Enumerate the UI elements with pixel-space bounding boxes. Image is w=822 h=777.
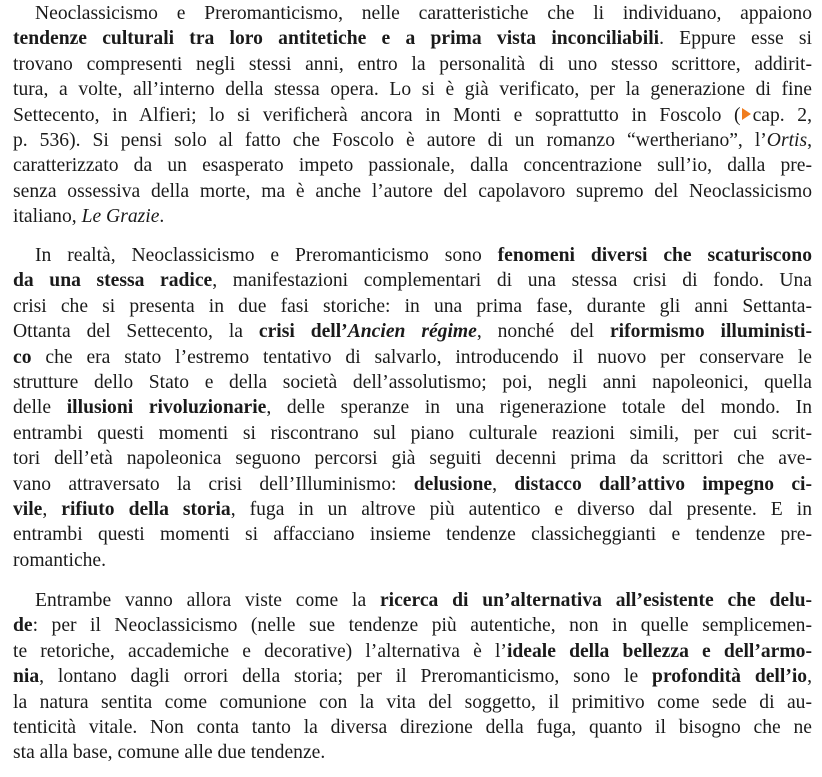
text-run: crisi che si presenta in due fasi storiche: in una prima fase, durante gli anni Settanta- [13, 295, 812, 317]
text-line [13, 319, 812, 344]
bold-text: fenomeni diversi che scaturiscono [497, 245, 812, 266]
emphasis [348, 321, 477, 342]
text-run: , lontano dagli orrori della storia; per il Preromanticismo, sono le [39, 666, 653, 688]
text-run: che era stato l’estremo tentativo di salvarlo, introducendo il nuovo per conservare le [31, 346, 812, 368]
paragraph-1 [13, 1, 812, 230]
bold-italic-text: Ancien régime [347, 321, 477, 343]
bold-text: crisi dell’ [258, 321, 348, 343]
text-line [13, 179, 812, 204]
bold-text: ricerca di un’alternativa all’esistente che delu- [379, 590, 812, 611]
bold-text: tendenze culturali tra loro antitetiche e a prima vista inconciliabili [13, 28, 660, 50]
paragraph-3 [13, 588, 812, 766]
text-line [13, 639, 812, 664]
text-run: strutture dello Stato e della società dell’assolutismo; poi, negli anni napoleonici, quella [13, 372, 812, 394]
text-run: entrambi questi momenti si affacciano insieme tendenze classicheggianti e tendenze pre- [13, 524, 812, 546]
text-line [13, 128, 812, 153]
text-line [13, 664, 812, 689]
text-run: , [42, 499, 62, 521]
text-run: sta alla base, comune alle due tendenze. [13, 742, 326, 764]
bold-text: delusione [413, 473, 493, 495]
text-run: , [807, 666, 812, 688]
text-line [13, 345, 812, 370]
text-run: , [807, 130, 812, 152]
text-run: tura, a volte, all’interno della stessa opera. Lo si è già verificato, per la generazione di fine [13, 79, 812, 101]
text-line [13, 588, 812, 613]
text-line [13, 395, 812, 420]
text-run: te retoriche, accademiche e decorative) l’alternativa è l’ [13, 640, 507, 662]
text-run: Settecento, in Alfieri; lo si verificherà ancora in Monti e soprattutto in Foscolo ( [13, 104, 741, 126]
text-line [13, 690, 812, 715]
text-line [13, 77, 812, 102]
text-line [13, 613, 812, 638]
text-line [13, 153, 812, 178]
text-line [13, 103, 812, 128]
text-line [13, 497, 812, 522]
text-run: , manifestazioni complementari di una stessa crisi di fondo. Una [212, 270, 812, 292]
bold-text: riformismo illuministi- [609, 321, 812, 343]
text-run: tenticità vitale. Non conta tanto la diversa direzione della fuga, quanto il bisogno che ne [13, 717, 812, 739]
text-line [13, 52, 812, 77]
text-run: la natura sentita come comunione con la vita del soggetto, il primitivo come sede di au- [13, 691, 812, 713]
text-line [13, 740, 812, 765]
arrow-right-icon [742, 108, 751, 120]
text-run: Neoclassicismo e Preromanticismo, nelle caratteristiche che li individuano, appaiono [35, 3, 812, 24]
text-line [13, 1, 812, 26]
text-line [13, 421, 812, 446]
bold-text: profondità dell’io [652, 666, 808, 688]
text-line [13, 522, 812, 547]
text-line [13, 370, 812, 395]
bold-text: de [13, 615, 33, 637]
text-run: p. 536). Si pensi solo al fatto che Foscolo è autore di un romanzo “wertheriano”, l’ [13, 130, 767, 152]
text-run: tori dell’età napoleonica seguono percorsi già seguiti decenni prima da scrittori che ave- [13, 448, 812, 470]
text-run: Entrambe vanno allora viste come la [35, 590, 380, 611]
text-run: entrambi questi momenti si riscontrano sul piano culturale reazioni simili, per cui scrit- [13, 422, 812, 444]
text-run: In realtà, Neoclassicismo e Preromanticismo sono [35, 245, 498, 266]
text-run: . Eppure esse si [659, 28, 813, 50]
bold-text: co [13, 346, 32, 368]
text-line [13, 472, 812, 497]
text-run: . [159, 206, 165, 228]
text-run: senza ossessiva della morte, ma è anche l’autore del capolavoro supremo del Neoclassicismo [13, 180, 812, 202]
text-run: Ottanta del Settecento, la [13, 321, 259, 343]
italic-text: Ortis [766, 130, 808, 152]
text-line [13, 243, 812, 268]
bold-text: nia [13, 666, 40, 688]
bold-text: vile [13, 499, 43, 521]
bold-text: illusioni rivoluzionarie [66, 397, 267, 419]
text-run: , nonché del [476, 321, 610, 343]
text-line [13, 294, 812, 319]
bold-text: da una stessa radice [13, 270, 213, 292]
text-line [13, 446, 812, 471]
bold-text: distacco dall’attivo impegno ci- [514, 473, 812, 495]
text-run: romantiche. [13, 549, 107, 571]
bold-text: rifiuto della storia [61, 499, 231, 521]
text-line [13, 204, 812, 229]
text-run: cap. 2, [752, 104, 812, 126]
paragraph-2 [13, 243, 812, 573]
italic-text: Le Grazie [81, 206, 160, 228]
text-run: delle [13, 397, 67, 419]
text-line [13, 268, 812, 293]
text-run: , fuga in un altrove più autentico e diverso dal presente. E in [230, 499, 813, 521]
text-run: : per il Neoclassicismo (nelle sue tendenze più autentiche, non in quelle semplicemen- [32, 615, 812, 637]
text-run: italiano, [13, 206, 82, 228]
text-run: vano attraversato la crisi dell’Illuminismo: [13, 473, 414, 495]
bold-text: ideale della bellezza e dell’armo- [506, 640, 812, 662]
text-run: caratterizzato da un esasperato impeto passionale, dalla concentrazione sull’io, dalla pre- [13, 155, 812, 177]
text-line [13, 548, 812, 573]
text-line [13, 715, 812, 740]
text-run: , delle speranze in una rigenerazione totale del mondo. In [266, 397, 812, 419]
text-run: , [492, 473, 515, 495]
text-line [13, 26, 812, 51]
text-run: trovano compresenti negli stessi anni, entro la personalità di uno stesso scrittore, addirit- [13, 53, 812, 75]
